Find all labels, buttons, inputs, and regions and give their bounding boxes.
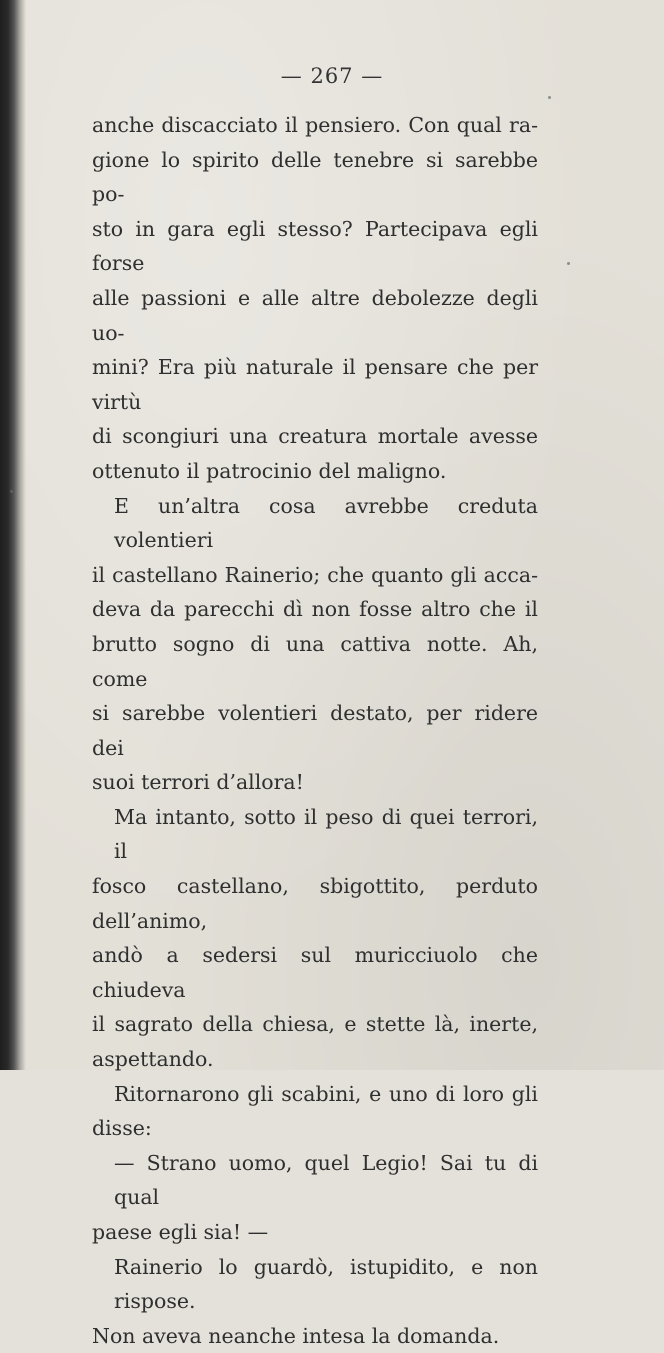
text-line: Ma intanto, sotto il peso di quei terrori, il [114,804,538,864]
text-line: brutto sogno di una cattiva notte. Ah, come [92,631,538,691]
text-line: gione lo spirito delle tenebre si sarebbe po- [92,147,538,207]
text-line: il sagrato della chiesa, e stette là, inerte, [92,1012,538,1037]
text-line: disse: [92,1116,152,1141]
text-line: — Strano uomo, quel Legio! Sai tu di qual [114,1150,538,1210]
page-number: — 267 — [280,64,384,88]
text-line: mini? Era più naturale il pensare che per virtù [92,355,538,414]
text-line: il castellano Rainerio; che quanto gli acca- [92,562,538,587]
text-line: E un’altra cosa avrebbe creduta volentieri [114,493,538,553]
paper-speck [548,96,551,99]
text-line: deva da parecchi dì non fosse altro che il [92,597,538,622]
text-line: Rainerio lo guardò, istupidito, e non rispose. [114,1254,538,1314]
text-line: fosco castellano, sbigottito, perduto dell’animo, [92,874,538,933]
text-line: sto in gara egli stesso? Partecipava egli forse [92,216,538,276]
text-line: Ritornarono gli scabini, e uno di loro gli [114,1081,538,1106]
text-line: ottenuto il patrocinio del maligno. [92,458,447,483]
text-line: aspettando. [92,1047,214,1072]
paper-speck [567,262,570,265]
book-spine-shadow [0,0,26,1070]
text-line: anche discacciato il pensiero. Con qual ra- [92,113,538,137]
text-line: di scongiuri una creatura mortale avesse [92,424,538,449]
text-line: paese egli sia! — [92,1220,269,1244]
text-line: alle passioni e alle altre debolezze degli uo- [92,285,538,345]
text-line: andò a sedersi sul muricciuolo che chiudeva [92,943,538,1002]
text-line: si sarebbe volentieri destato, per ridere dei [92,701,538,760]
page-body-text [92,108,538,1353]
text-line: Non aveva neanche intesa la domanda. [92,1323,500,1348]
text-line: suoi terrori d’allora! [92,770,304,795]
paper-speck [10,490,13,493]
